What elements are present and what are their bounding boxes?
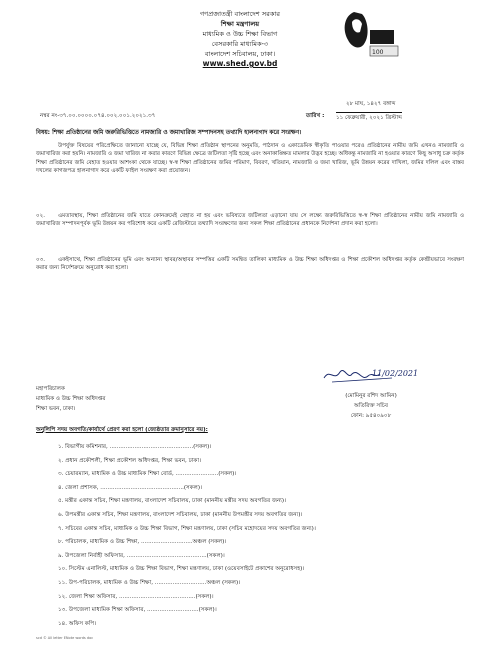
list-item: ১. বিভাগীয় কমিশনার, ...............................................(সকল)।: [58, 444, 212, 450]
date-english: ১১ ফেব্রুয়ারী, ২০২১ খ্রিস্টাব্দ: [336, 112, 402, 122]
signatory-designation: অতিরিক্ত সচিব: [354, 403, 388, 409]
list-item: ৮. পরিচালক, মাধ্যমিক ও উচ্চ শিক্ষা, .............................অঞ্চল (সকল)।: [58, 539, 227, 546]
section-name: বেসরকারি মাধ্যমিক-৩: [211, 40, 269, 48]
ministry-name: শিক্ষা মন্ত্রণালয়: [220, 20, 260, 28]
copy-list: [58, 441, 458, 631]
list-item: ৬. উপমন্ত্রীর একান্ত সচিব, শিক্ষা মন্ত্রণালয়, বাংলাদেশ সচিবালয়, ঢাকা (মাননীয় উপমন্ত্রীর সদয় অবগতির জন্য)।: [58, 511, 303, 518]
svg-text:100: 100: [372, 49, 384, 56]
date-label: তারিখ :: [306, 113, 325, 119]
division-name: মাধ্যমিক ও উচ্চ শিক্ষা বিভাগ: [202, 30, 278, 38]
paragraph-1: উপর্যুক্ত বিষয়ের পরিপ্রেক্ষিতে জানানো যাচ্ছে যে, বিভিন্ন শিক্ষা প্রতিষ্ঠান স্থাপনের অনুমতি, পাঠদান ও একাডেমিক স্বীকৃতি পাওয়ার পরেও প্রতিষ্ঠানের নামীয় জমি এখনও নামজারি ও জমাখারিজ করা হয়নি। নামজারি ও জমা খারিজ না করার কারণে বিভিন্ন ক্ষেত্রে জটিলতা সৃষ্টি হচ্ছে এবং অনাকাঙ্ক্ষিত মামলার উদ্ভব হচ্ছে। অধিকন্তু নামজারি না হওয়ার কারণে কিছু অসাধু চক্র কর্তৃক শিক্ষা প্রতিষ্ঠানের জমি বেহাত হওয়ার আশংকা থেকে যাচ্ছে। স্ব-স্ব শিক্ষা প্রতিষ্ঠানের জমির পরিমাণ, বিবরণ, খতিয়ান, নামজারি ও জমা খারিজ, ভূমি উন্নয়ন করের দাখিলা, জমির দলিল এবং বাস্তব দখলের কাগজপত্র হালনাগাদ করে একটি ফাইল সংরক্ষণ করা প্রয়োজন।: [36, 143, 464, 174]
date-bangla: ২৮ মাঘ, ১৪২৭ বঙ্গাব্দ: [346, 101, 396, 107]
signatory-name: (মোমিনুর রশিদ আমিন): [345, 393, 397, 399]
list-item: ৭. সচিবের একান্ত সচিব, মাধ্যমিক ও উচ্চ শিক্ষা বিভাগ, শিক্ষা মন্ত্রণালয়, ঢাকা (সচিব মহোদয়ের সদয় অবগতির জন্য)।: [58, 525, 316, 532]
paragraph-3-number: ০৩.: [36, 257, 46, 263]
copy-heading: অনুলিপি সদয় অবগতি/কার্যার্থে প্রেরণ করা হলো (জ্যেষ্ঠতার ক্রমানুসারে নয়):: [36, 427, 208, 433]
list-item: ১৪. অফিস কপি।: [58, 620, 97, 627]
memo-number: নম্বর নং-৩৭.০০.০০০০.০৭৪.০০২.০০১.২০২১.৩৭: [40, 113, 156, 119]
svg-text:11/02/2021: 11/02/2021: [372, 369, 419, 378]
paragraph-3: একইসাথে, শিক্ষা প্রতিষ্ঠানের ভূমি এবং অন্যান্য স্থাবর/অস্থাবর সম্পত্তির একটি সমন্বিত তালিকা মাধ্যমিক ও উচ্চ শিক্ষা অধিদপ্তর ও শিক্ষা প্রকৌশল অধিদপ্তর কর্তৃক কেন্দ্রীয়ভাবে সংরক্ষণ করার জন্য নির্দেশক্রমে অনুরোধ করা হলো।: [36, 257, 464, 272]
recipient-title: মহাপরিচালক: [36, 386, 65, 392]
recipient-address: শিক্ষা ভবন, ঢাকা।: [36, 406, 76, 412]
list-item: ১০. সিস্টেম এনালিস্ট, মাধ্যমিক ও উচ্চ শিক্ষা বিভাগ, শিক্ষা মন্ত্রণালয়, ঢাকা (ওয়েবসাইটে প্রকাশের অনুরোধসহ)।: [58, 566, 305, 573]
list-item: ৩. চেয়ারম্যান, মাধ্যমিক ও উচ্চ মাধ্যমিক শিক্ষা বোর্ড, ........................(সকল)।: [58, 471, 237, 478]
subject-line: বিষয়: শিক্ষা প্রতিষ্ঠানের জমি জরুরিভিত্তিতে নামজারি ও জমাখারিজ সম্পাদনসহ তথ্যাদি হালনাগাদ করে সংরক্ষণ।: [36, 130, 302, 136]
address: বাংলাদেশ সচিবালয়, ঢাকা।: [204, 50, 276, 58]
footer-note: scd © All letter ENote words doc: [36, 636, 94, 640]
website-link[interactable]: www.shed.gov.bd: [202, 59, 278, 68]
list-item: ২. প্রধান প্রকৌশলী, শিক্ষা প্রকৌশল অধিদপ্তর, শিক্ষা ভবন, ঢাকা।: [58, 457, 201, 464]
list-item: ৯. উপজেলা নির্বাহী অফিসার, .............................................(সকল)।: [58, 552, 225, 559]
paragraph-2-number: ০২.: [36, 213, 46, 219]
list-item: ৪. জেলা প্রশাসক, ...............................................(সকল)।: [58, 484, 203, 491]
list-item: ১৩. উপজেলা মাধ্যমিক শিক্ষা অফিসার, .............................(সকল)।: [58, 607, 217, 614]
letterhead: [120, 9, 360, 69]
list-item: ১১. উপ-পরিচালক, মাধ্যমিক ও উচ্চ শিক্ষা, .............................অঞ্চল (সকল)।: [58, 579, 241, 586]
recipient-office: মাধ্যমিক ও উচ্চ শিক্ষা অধিদপ্তর: [36, 396, 106, 402]
list-item: ৫. মন্ত্রীর একান্ত সচিব, শিক্ষা মন্ত্রণালয়, বাংলাদেশ সচিবালয়, ঢাকা (মাননীয় মন্ত্রীর সদয় অবগতির জন্য)।: [58, 498, 287, 505]
list-item: ১২. জেলা শিক্ষা অফিসার, ...........................................(সকল)।: [58, 593, 214, 600]
handwritten-signature: [322, 364, 419, 386]
paragraph-2: এমতাবস্থায়, শিক্ষা প্রতিষ্ঠানের জমি যাতে কোনক্রমেই বেহাত না হয় এবং ভবিষ্যতে জটিলতা এড়ানো যায় সে লক্ষ্যে জরুরিভিত্তিতে স্ব-স্ব শিক্ষা প্রতিষ্ঠানের নামীয় জমি নামজারি ও জমাখারিজ সম্পাদনপূর্বক ভূমি উন্নয়ন কর পরিশোধ করে একটি রেজিস্টারে তথ্যাদি সংরক্ষণের জন্য সকল শিক্ষা প্রতিষ্ঠানের প্রধানকে নির্দেশনা প্রদান করা হলো।: [36, 213, 464, 228]
gov-name: গণপ্রজাতন্ত্রী বাংলাদেশ সরকার: [199, 10, 281, 18]
signatory-phone: ফোন: ৯৫৪০৯০৮: [350, 413, 392, 419]
